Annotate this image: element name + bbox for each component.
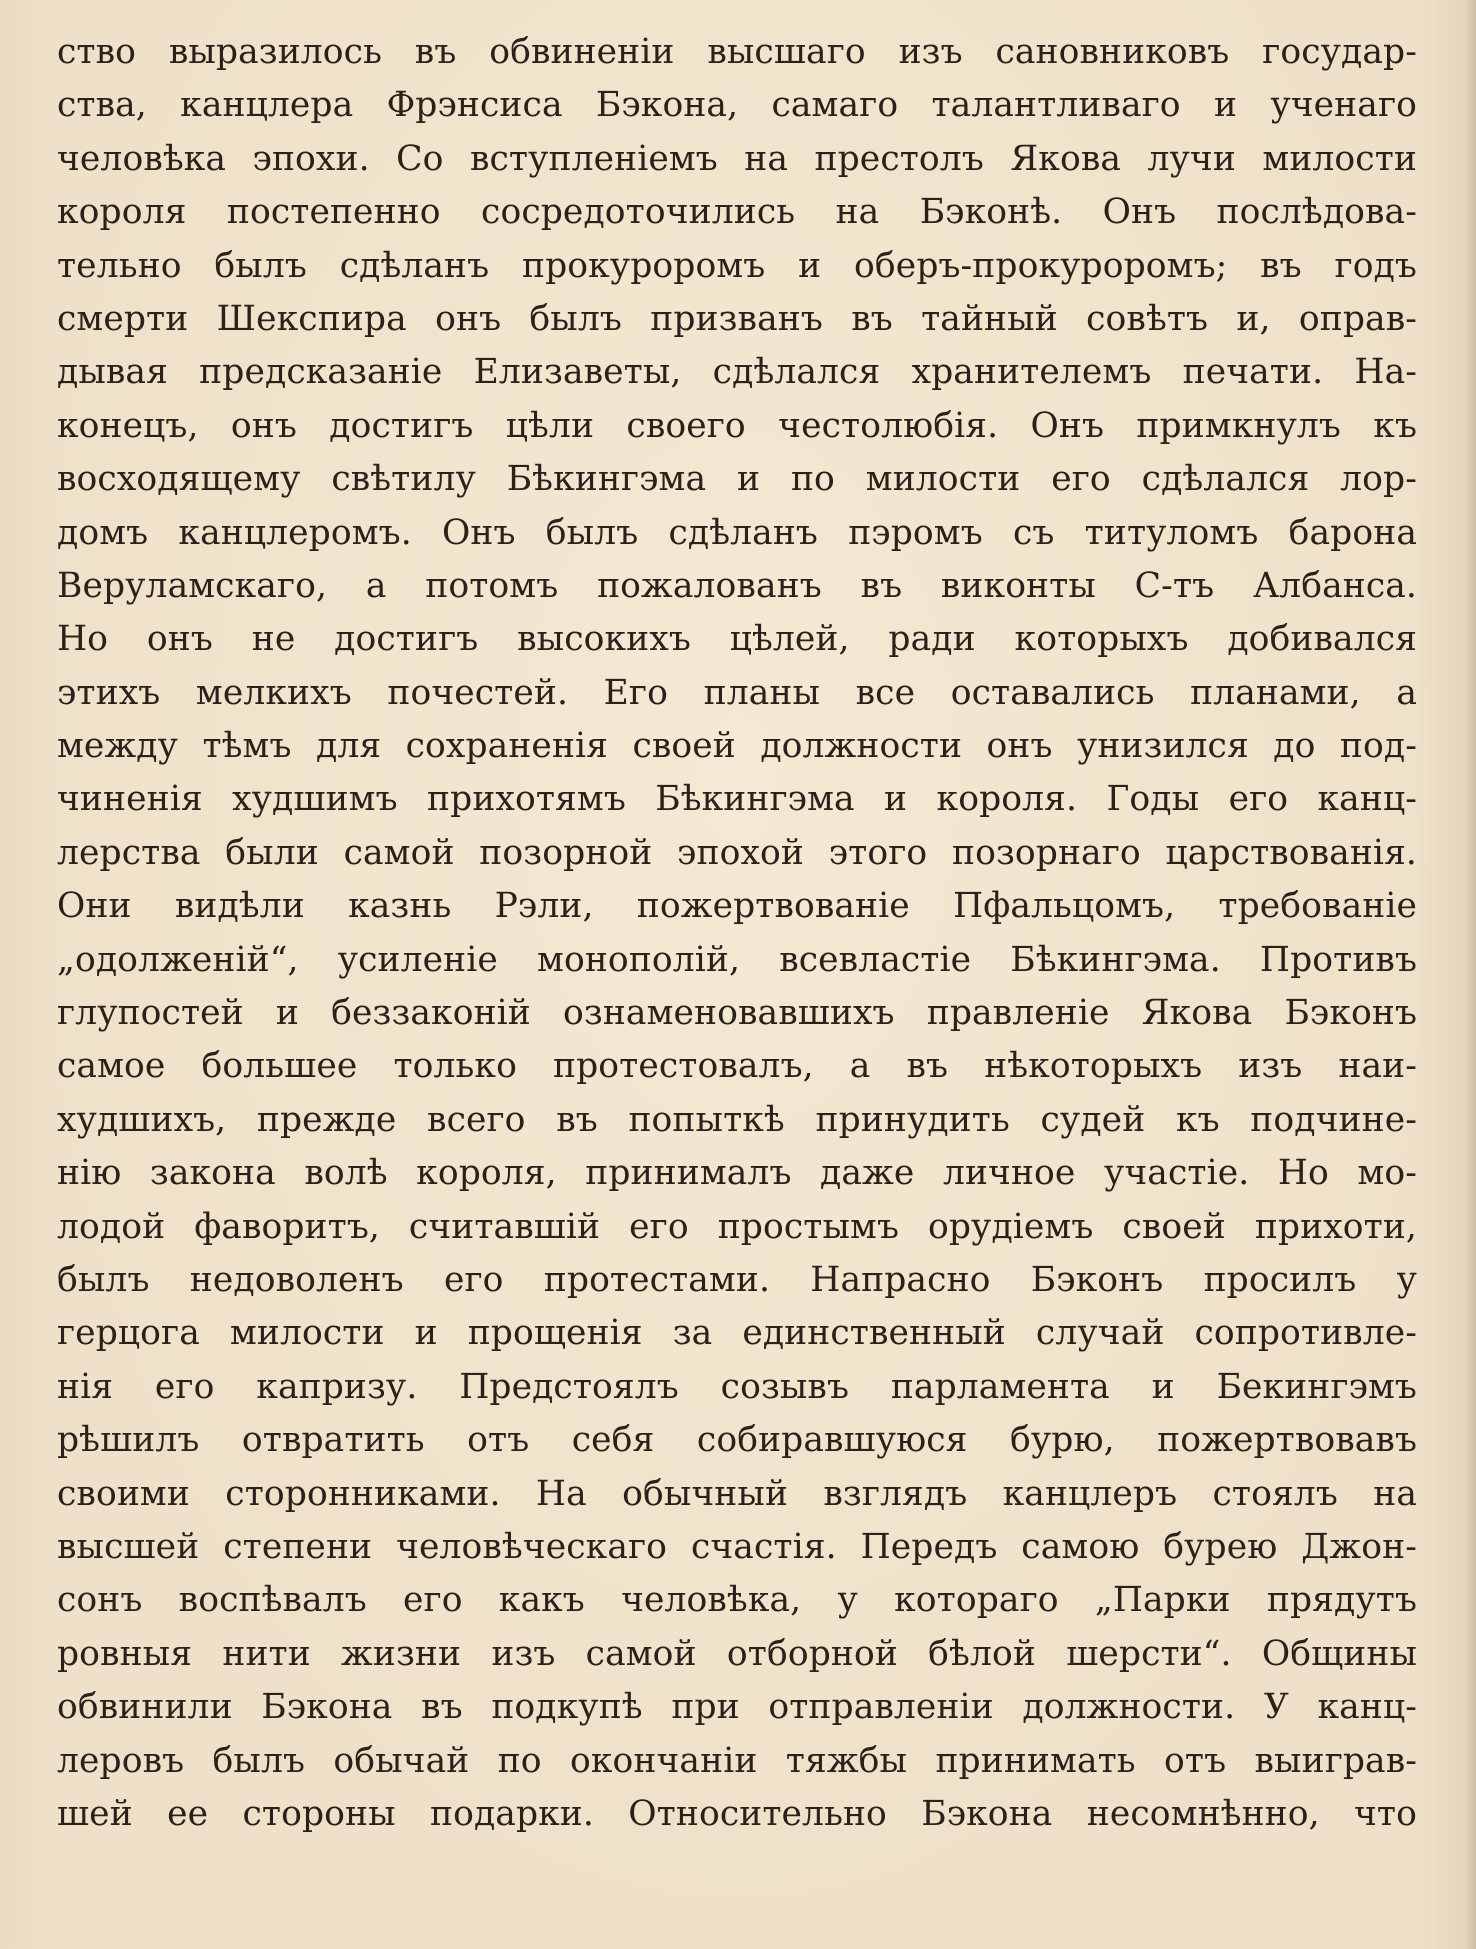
text-line: сонъ воспѣвалъ его какъ человѣка, у котораго „Парки прядутъ bbox=[57, 1580, 1417, 1621]
text-line: домъ канцлеромъ. Онъ былъ сдѣланъ пэромъ съ титуломъ барона bbox=[57, 512, 1417, 553]
text-line: нію закона волѣ короля, принималъ даже личное участіе. Но мо- bbox=[57, 1153, 1417, 1194]
text-line: „одолженій“, усиленіе монополій, всевластіе Бѣкингэма. Противъ bbox=[57, 939, 1417, 980]
text-line: конецъ, онъ достигъ цѣли своего честолюбія. Онъ примкнулъ къ bbox=[57, 405, 1417, 446]
text-line: обвинили Бэкона въ подкупѣ при отправленіи должности. У канц- bbox=[57, 1687, 1417, 1728]
text-line: леровъ былъ обычай по окончаніи тяжбы принимать отъ выиграв- bbox=[57, 1740, 1417, 1781]
text-line: лерства были самой позорной эпохой этого позорнаго царствованія. bbox=[57, 832, 1417, 873]
text-line: этихъ мелкихъ почестей. Его планы все оставались планами, а bbox=[57, 672, 1417, 713]
page-edge-shadow bbox=[1466, 0, 1476, 1949]
text-line: рѣшилъ отвратить отъ себя собиравшуюся бурю, пожертвовавъ bbox=[57, 1420, 1417, 1461]
text-line: восходящему свѣтилу Бѣкингэма и по милости его сдѣлался лор- bbox=[57, 459, 1417, 500]
text-line: высшей степени человѣческаго счастія. Передъ самою бурею Джон- bbox=[57, 1526, 1417, 1567]
text-line: лодой фаворитъ, считавшій его простымъ орудіемъ своей прихоти, bbox=[57, 1206, 1417, 1247]
text-line: ства, канцлера Фрэнсиса Бэкона, самаго талантливаго и ученаго bbox=[57, 85, 1417, 126]
text-line: нія его капризу. Предстоялъ созывъ парламента и Бекингэмъ bbox=[57, 1366, 1417, 1407]
text-line: тельно былъ сдѣланъ прокуроромъ и оберъ-прокуроромъ; въ годъ bbox=[57, 245, 1417, 286]
text-line: ство выразилось въ обвиненіи высшаго изъ сановниковъ государ- bbox=[57, 32, 1417, 72]
text-line: ровныя нити жизни изъ самой отборной бѣлой шерсти“. Общины bbox=[57, 1633, 1417, 1674]
text-line: Веруламскаго, а потомъ пожалованъ въ виконты С-тъ Албанса. bbox=[57, 565, 1417, 606]
text-line: смерти Шекспира онъ былъ призванъ въ тайный совѣтъ и, оправ- bbox=[57, 298, 1417, 339]
page-text bbox=[57, 26, 1417, 1841]
text-line: герцога милости и прощенія за единственный случай сопротивле- bbox=[57, 1313, 1417, 1354]
text-line: Они видѣли казнь Рэли, пожертвованіе Пфальцомъ, требованіе bbox=[57, 886, 1417, 927]
text-line: самое большее только протестовалъ, а въ нѣкоторыхъ изъ наи- bbox=[57, 1046, 1417, 1087]
text-line: чиненія худшимъ прихотямъ Бѣкингэма и короля. Годы его канц- bbox=[57, 779, 1417, 820]
text-line: худшихъ, прежде всего въ попыткѣ принудить судей къ подчине- bbox=[57, 1099, 1417, 1140]
text-line: шей ее стороны подарки. Относительно Бэкона несомнѣнно, что bbox=[57, 1793, 1417, 1834]
text-line: короля постепенно сосредоточились на Бэконѣ. Онъ послѣдова- bbox=[57, 192, 1417, 233]
text-line: глупостей и беззаконій ознаменовавшихъ правленіе Якова Бэконъ bbox=[57, 993, 1417, 1034]
text-line: Но онъ не достигъ высокихъ цѣлей, ради которыхъ добивался bbox=[57, 619, 1417, 660]
text-line: между тѣмъ для сохраненія своей должности онъ унизился до под- bbox=[57, 726, 1417, 767]
text-line: дывая предсказаніе Елизаветы, сдѣлался хранителемъ печати. На- bbox=[57, 352, 1417, 393]
text-line: былъ недоволенъ его протестами. Напрасно Бэконъ просилъ у bbox=[57, 1259, 1417, 1300]
text-line: своими сторонниками. На обычный взглядъ канцлеръ стоялъ на bbox=[57, 1473, 1417, 1514]
text-line: человѣка эпохи. Со вступленіемъ на престолъ Якова лучи милости bbox=[57, 138, 1417, 179]
